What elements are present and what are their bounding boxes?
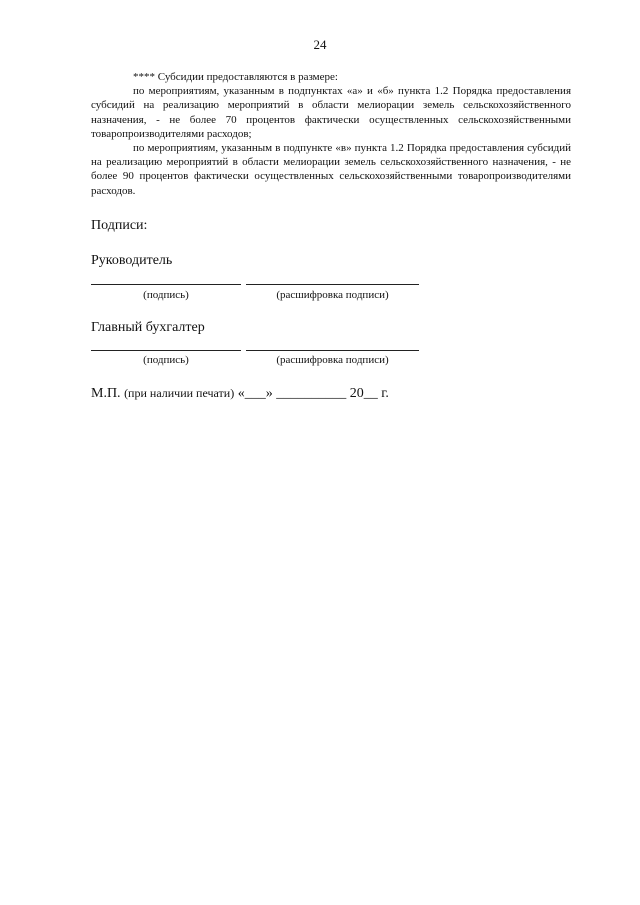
seal-note: (при наличии печати) [124,386,235,400]
page-number: 24 [313,37,327,52]
accountant-signature-line [91,350,241,351]
head-signature-caption: (подпись) [143,289,189,301]
accountant-signature-caption: (подпись) [143,354,189,366]
notes-intro: **** Субсидии предоставляются в размере: [133,71,338,83]
subsidy-notes [91,70,571,198]
head-role-label: Руководитель [91,253,173,268]
head-signature-line [91,284,241,285]
head-decoding-caption: (расшифровка подписи) [276,289,389,301]
notes-item-2: по мероприятиям, указанным в подпункте «в» пункта 1.2 Порядка предоставления субсидий на реализацию мероприятий в области мелиорации земель сельскохозяйственного назначения, - не более 90 процентов фактически осуществленных сельскохозяйственными товаропроизводителями расходов. [91,142,571,197]
accountant-role-label: Главный бухгалтер [91,320,205,335]
notes-item-1: по мероприятиям, указанным в подпунктах «а» и «б» пункта 1.2 Порядка предоставления субсидий на реализацию мероприятий в области мелиорации земель сельскохозяйственного назначения, - не более 70 процентов фактически осуществленных сельскохозяйственными товаропроизводителями расходов; [91,85,571,140]
accountant-decoding-caption: (расшифровка подписи) [276,354,389,366]
seal-label: М.П. [91,386,121,401]
seal-date-line [91,386,389,402]
signatures-title: Подписи: [91,218,148,233]
accountant-decoding-line [246,350,419,351]
head-decoding-line [246,284,419,285]
seal-date: «___» __________ 20__ г. [237,386,389,401]
